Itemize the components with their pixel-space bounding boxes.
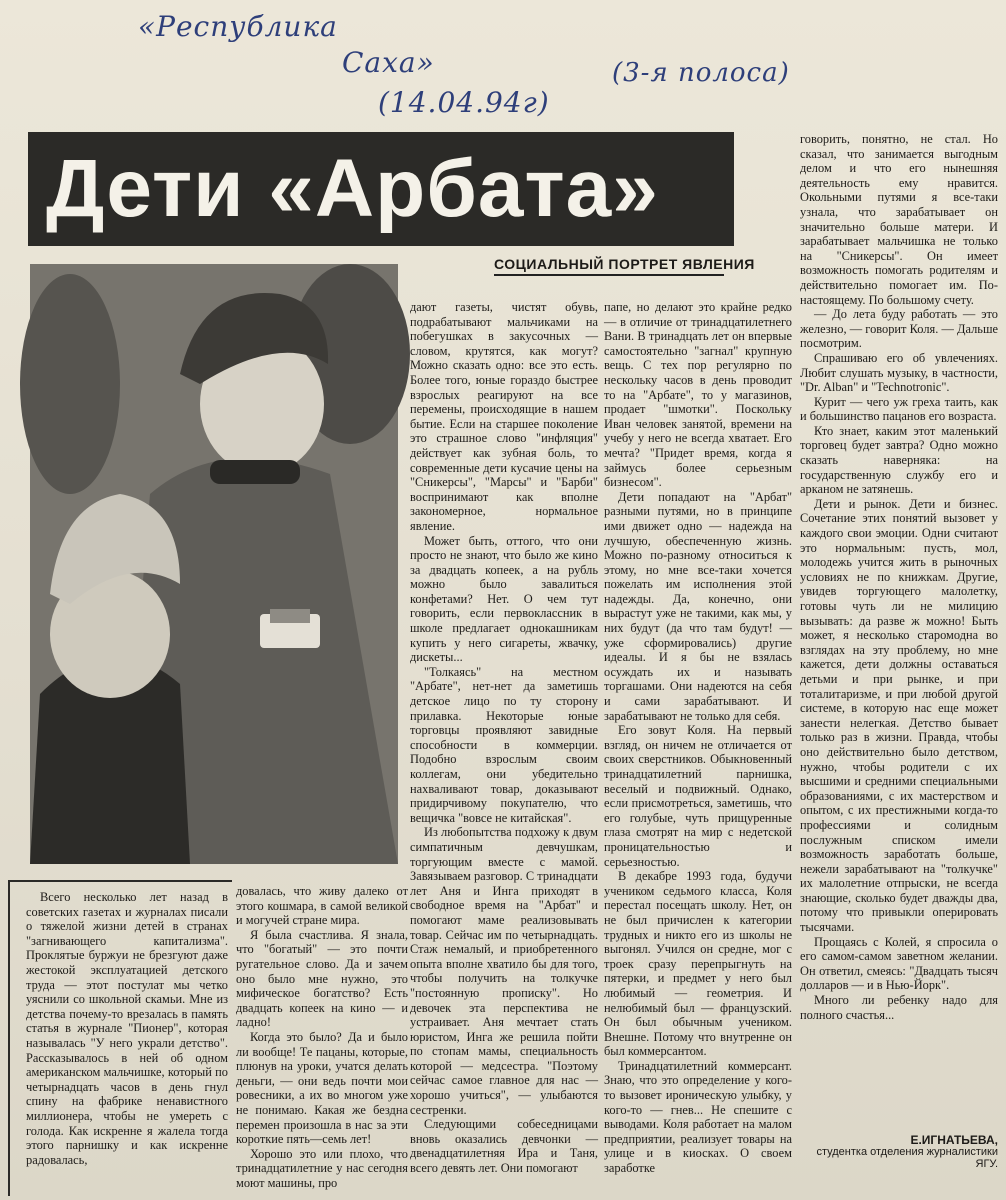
paragraph: Курит — чего уж греха таить, как и большинство пацанов его возраста. — [800, 394, 998, 424]
paragraph: Его зовут Коля. На первый взгляд, он ничем не отличается от своих сверстников. Обыкновенный тринадцатилетний парнишка, веселый и подвижный. Однако, если присмотреться, заметишь, что его голубые, чуть прищуренные глаза смотрят на мир с недетской проницательностью и серьезностью. — [604, 723, 792, 869]
article-lead-box — [8, 880, 232, 1196]
paragraph: "Толкаясь" на местном "Арбате", нет-нет да заметишь детское лицо по ту сторону прилавка. Некоторые юные торговцы проявляют завидные способности в коммерции. Подобно взрослым своим коллегам, они убедительно нахваливают товар, доказывают придирчивому покупателю, что вещичка "вовсе не китайская". — [410, 664, 598, 825]
section-kicker: СОЦИАЛЬНЫЙ ПОРТРЕТ ЯВЛЕНИЯ — [494, 256, 724, 276]
author-role: студентка отделения журналистики ЯГУ. — [816, 1146, 998, 1170]
author-signature — [798, 1134, 998, 1170]
paragraph: Следующими собеседницами вновь оказались девчонки — двенадцатилетняя Ира и Таня, всего девять лет. Они помогают — [410, 1117, 598, 1176]
handwritten-source-line1: «Республика — [138, 10, 338, 43]
article-photo — [30, 264, 398, 864]
handwritten-source-line2: Саха» — [342, 46, 435, 79]
paragraph: Тринадцатилетний коммерсант. Знаю, что это определение у кого-то вызовет ироническую улыбку, у кого-то — гнев... Не спешите с выводами. Коля работает на малом предприятии, реализует товары на улице и в киосках. О своем заработке — [604, 1058, 792, 1176]
paragraph: Прощаясь с Колей, я спросила о его самом-самом заветном желании. Он ответил, смеясь: "Двадцать тысяч долларов — и в Нью-Йорк". — [800, 934, 998, 993]
author-name: Е.ИГНАТЬЕВА, — [910, 1133, 998, 1147]
paragraph: Хорошо это или плохо, что тринадцатилетние у нас сегодня моют машины, про — [236, 1146, 408, 1190]
handwritten-date: (14.04.94г) — [378, 86, 550, 119]
handwritten-page-note: (3-я полоса) — [612, 58, 790, 88]
lead-paragraph: Всего несколько лет назад в советских газетах и журналах писали о тяжелой жизни детей в странах "загнивающего капитализма". Проклятые буржуи не брезгуют даже жестокой эксплуатацией детского труда — этот постулат мы четко уяснили со школьной скамьи. Мне из детства почему-то врезалась в память статья в журнале "Пионер", которая называлась "У него украли детство". Рассказывалось в ней об одном американском мальчишке, который по четырнадцать часов в день гнул спину на фабрике ненавистного миллионера, чтобы не умереть с голода. Как искренне я жалела тогда этого парнишку и как искренне радовалась, — [26, 890, 228, 1167]
paragraph: Из любопытства подхожу к двум симпатичным девчушкам, торгующим вместе с мамой. Завязываем разговор. С тринадцати лет Аня и Инга приходят в свободное время на "Арбат" и помогают маме реализовывать товар. Сейчас им по четырнадцать. Стаж немалый, и приобретенного опыта вполне хватило бы для того, чтобы получить на толкучке "постоянную прописку". Но девочек эта перспектива не устраивает. Аня мечтает стать юристом, Инга же решила пойти по стопам мамы, специальность которой — медсестра. "Поэтому сейчас самое главное для нас — хорошо учиться", — улыбаются сестренки. — [410, 825, 598, 1117]
article-column-2 — [236, 884, 408, 1196]
paragraph: В декабре 1993 года, будучи учеником седьмого класса, Коля перестал посещать школу. Нет, он не был причислен к категории трудных и никто его из школы не выгонял. Учился он средне, мог с троек сразу перепрыгнуть на пятерки, и предмет у него был любимый — геометрия. И нелюбимый был — французский. Он был обычным учеником. Внешне. Потому что внутренне он был коммерсантом. — [604, 869, 792, 1059]
paragraph: Дети попадают на "Арбат" разными путями, но в принципе ими движет одно — надежда на лучшую, обеспеченную жизнь. Можно по-разному относиться к этому, но мне все-таки хочется пожелать им исполнения этой надежды. Да, конечно, они вырастут уже не такими, как мы, у них будут (да что там будут! — уже сформировались) другие идеалы. И я бы не взялась осуждать их и называть торгашами. Они надеются на себя и сами зарабатывают. И зарабатывают не только для себя. — [604, 489, 792, 723]
paragraph: папе, но делают это крайне редко — в отличие от тринадцатилетнего Вани. В тринадцать лет он впервые самостоятельно "загнал" крупную вещь. С тех пор регулярно по нескольку часов в день проводит то на "Арбате", то у магазинов, продает "шмотки". Поскольку Иван человек занятой, времени на учебу у него не всегда хватает. Его мечта? "Придет время, когда я займусь более серьезным бизнесом". — [604, 300, 792, 490]
paragraph: — До лета буду работать — это железно, — говорит Коля. — Дальше посмотрим. — [800, 307, 998, 351]
paragraph: Кто знает, каким этот маленький торговец будет завтра? Одно можно сказать наверняка: на государственную службу его и арканом не затянешь. — [800, 423, 998, 497]
article-column-5 — [800, 132, 998, 1132]
headline: Дети «Арбата» — [28, 132, 734, 246]
paragraph: говорить, понятно, не стал. Но сказал, что занимается выгодным делом и что его нынешняя деятельность ему нравится. Окольными путями я все-таки узнала, что зарабатывает он значительно больше матери. И зарабатывает мальчишка не только на "Сникерсы". Он имеет возможность помогать родителям и действительно помогает им. По-настоящему. По большому счету. — [800, 132, 998, 307]
paragraph: Я была счастлива. Я знала, что "богатый" — это почти ругательное слово. Да и зачем оно было мне нужно, это мифическое богатство? Есть двадцать копеек на кино — и ладно! — [236, 927, 408, 1030]
paragraph: Много ли ребенку надо для полного счастья... — [800, 993, 998, 1022]
paragraph: Спрашиваю его об увлечениях. Любит слушать музыку, в частности, "Dr. Alban" и "Technotronic". — [800, 350, 998, 395]
paragraph: довалась, что живу далеко от этого кошмара, в самой великой и могучей стране мира. — [236, 884, 408, 928]
paragraph: Дети и рынок. Дети и бизнес. Сочетание этих понятий вызовет у каждого свои эмоции. Одни считают это нормальным: пусть, мол, молодежь учится жить в рыночных условиях не по книжкам. Другие, увидев торгующего малолетку, готовы чуть ли не милицию вызывать: да разве ж можно! Быть может, я несколько старомодна во взглядах на эту проблему, но мне кажется, дети должны оставаться детьми и при рынке, и при тоталитаризме, и при любой другой системе, в которую нас еще может занести нелегкая. Детство бывает только раз в жизни. Правда, чтобы оно действительно было детством, нужно, чтобы родители с их высшими и средними специальными образованиями, с их мастерством и опытом, с их престижными когда-то профессиями и солидным послужным списком имели возможность заработать больше, нежели зарабатывают на "толкучке" их малолетние отпрыски, не всегда знающие, сколько будет дважды два, потому что привыкли оперировать тысячами. — [800, 496, 998, 935]
paragraph: дают газеты, чистят обувь, подрабатывают мальчиками на побегушках в закусочных — словом, крутятся, как могут? Можно сказать одно: все это есть. Более того, юные гораздо быстрее взрослых реагируют на все перемены, происходящие в нашем бытие. Если на старшее поколение это страшное слово "инфляция" действует как зубная боль, то современные дети кусачие цены на "Сникерсы", "Марсы" и "Барби" воспринимают как вполне закономерное, нормальное явление. — [410, 300, 598, 533]
paragraph: Когда это было? Да и было ли вообще! Те пацаны, которые, плюнув на уроки, учатся делать деньги, — они ведь почти мои ровесники, а их во многом уже не понимаю. Какая же бездна перемен произошла в нас за эти короткие пять—семь лет! — [236, 1029, 408, 1147]
article-column-3 — [410, 300, 598, 1196]
paragraph: Может быть, оттого, что они просто не знают, что было же кино за двадцать копеек, а на рубль можно было завалиться конфетами? Нет. О чем тут говорить, если первоклассник в школе предлагает однокашникам купить у него сигареты, жвачку, дискеты... — [410, 533, 598, 665]
article-column-4 — [604, 300, 792, 1196]
photo-illustration — [30, 264, 398, 864]
